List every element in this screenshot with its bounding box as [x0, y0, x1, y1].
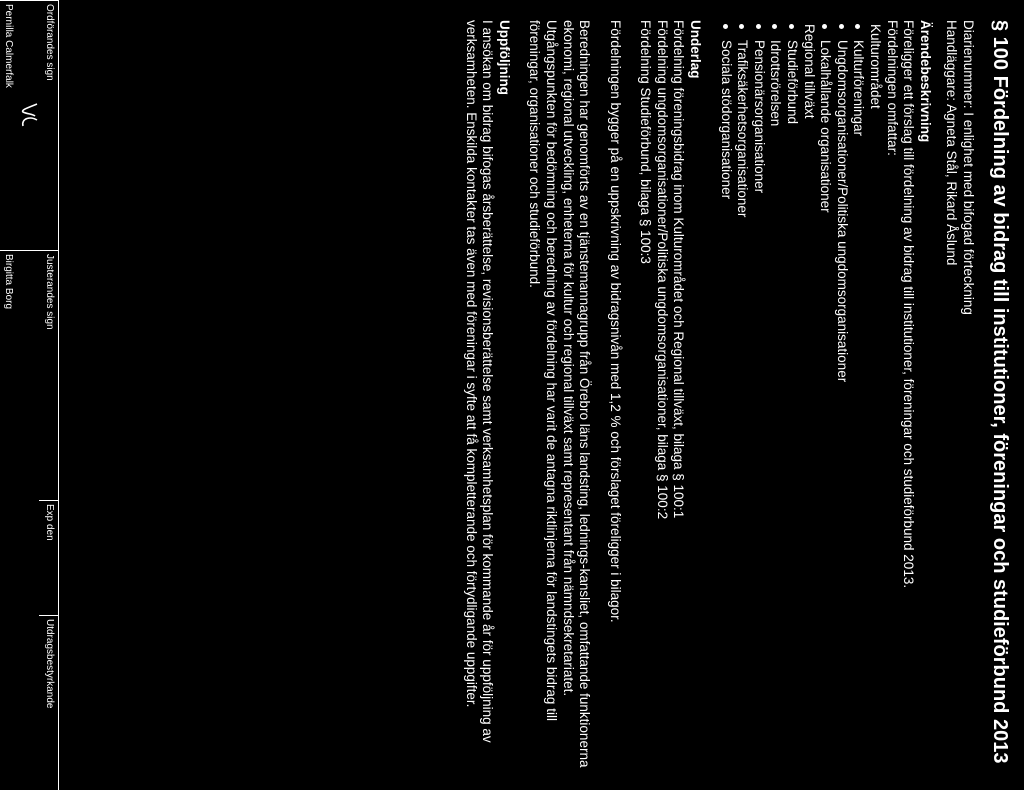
regional-label: Regional tillväxt [801, 24, 817, 119]
arende-line-1: Föreligger ett förslag till fördelning av bidrag till institutioner, föreningar och studieförbund 2013. [901, 20, 917, 589]
document-title: § 100 Fördelning av bidrag till institutioner, föreningar och studieförbund 2013 [989, 20, 1011, 764]
uppfoljning-paragraph: I ansökan om bidrag bifogas årsberättelse, revisionsberättelse samt verksamhetsplan för kommande år för uppföljning av verksamheten. Enskilda kontakter tas även med föreningar i syfte att få kompletterande och förtydligande uppgifter. [463, 20, 496, 743]
signature-table [0, 0, 59, 790]
list-item: Lokalhållande organisationer [817, 20, 834, 770]
kultur-label: Kulturområdet [868, 24, 884, 109]
ordforande-label: Ordförandes sign [44, 4, 55, 81]
diarienummer: Diarienummer: I enlighet med bifogad förteckning [961, 20, 976, 315]
list-item: Pensionärsorganisationer [750, 20, 767, 770]
footer-divider [39, 500, 59, 501]
justerande-label: Justerandes sign [44, 254, 55, 330]
underlag-line: Fördelning Studieförbund, bilaga § 100:3 [638, 20, 654, 264]
list-item: Sociala stödorganisationer [717, 20, 734, 770]
list-item: Ungdomsorganisationer/Politiska ungdomsorganisationer [833, 20, 850, 770]
kultur-list [817, 20, 867, 770]
underlag-line: Fördelning föreningsbidrag inom Kulturområdet och Regional tillväxt, bilaga § 100:1 [671, 20, 687, 519]
footer-divider [39, 615, 59, 616]
document-body [462, 20, 1012, 770]
footer-divider [0, 250, 59, 251]
regional-list [717, 20, 800, 770]
underlag-basis: Fördelningen bygger på en uppskrivning av bidragsnivån med 1,2 % och förslaget föreligger i bilagor. [607, 20, 623, 623]
exp-label: Exp den [44, 504, 55, 541]
list-item: Idrottsrörelsen [767, 20, 784, 770]
underlag-line: Fördelning ungdomsorganisationer/Politiska ungdomsorganisationer, bilaga § 100:2 [654, 20, 670, 520]
signature-mark [17, 100, 41, 134]
underlag-heading: Underlag [688, 20, 704, 79]
list-item: Kulturföreningar [850, 20, 867, 770]
footer-top-rule [58, 0, 59, 790]
arende-heading: Ärendebeskrivning [917, 20, 933, 143]
utdrag-label: Utdragsbestyrkande [44, 619, 55, 709]
list-item: Trafiksäkerhetsorganisationer [734, 20, 751, 770]
arende-line-2: Fördelningen omfattar: [884, 20, 900, 156]
beredning-paragraph: Beredningen har genomförts av en tjänstemannagrupp från Örebro läns landsting, lednings-kansliet, omfattande funktionerna ekonomi, regional utveckling, enheterna för kultur och regional tillväxt samt representant från nämndsekretariatet. Utgångspunkten för bedömning och beredning av fördelning har varit de antagna riktlinjerna för landstingets bidrag till föreningar, organisationer och studieförbund. [527, 20, 593, 768]
uppfoljning-heading: Uppföljning [496, 20, 512, 95]
justerande-name: Birgitta Borg [3, 254, 14, 310]
footer-divider [0, 0, 59, 1]
handlaggare: Handläggare: Agneta Stål, Rikard Åslund [944, 20, 960, 266]
list-item: Studieförbund [783, 20, 800, 770]
ordforande-name: Pernilla Calmerfalk [3, 4, 14, 88]
